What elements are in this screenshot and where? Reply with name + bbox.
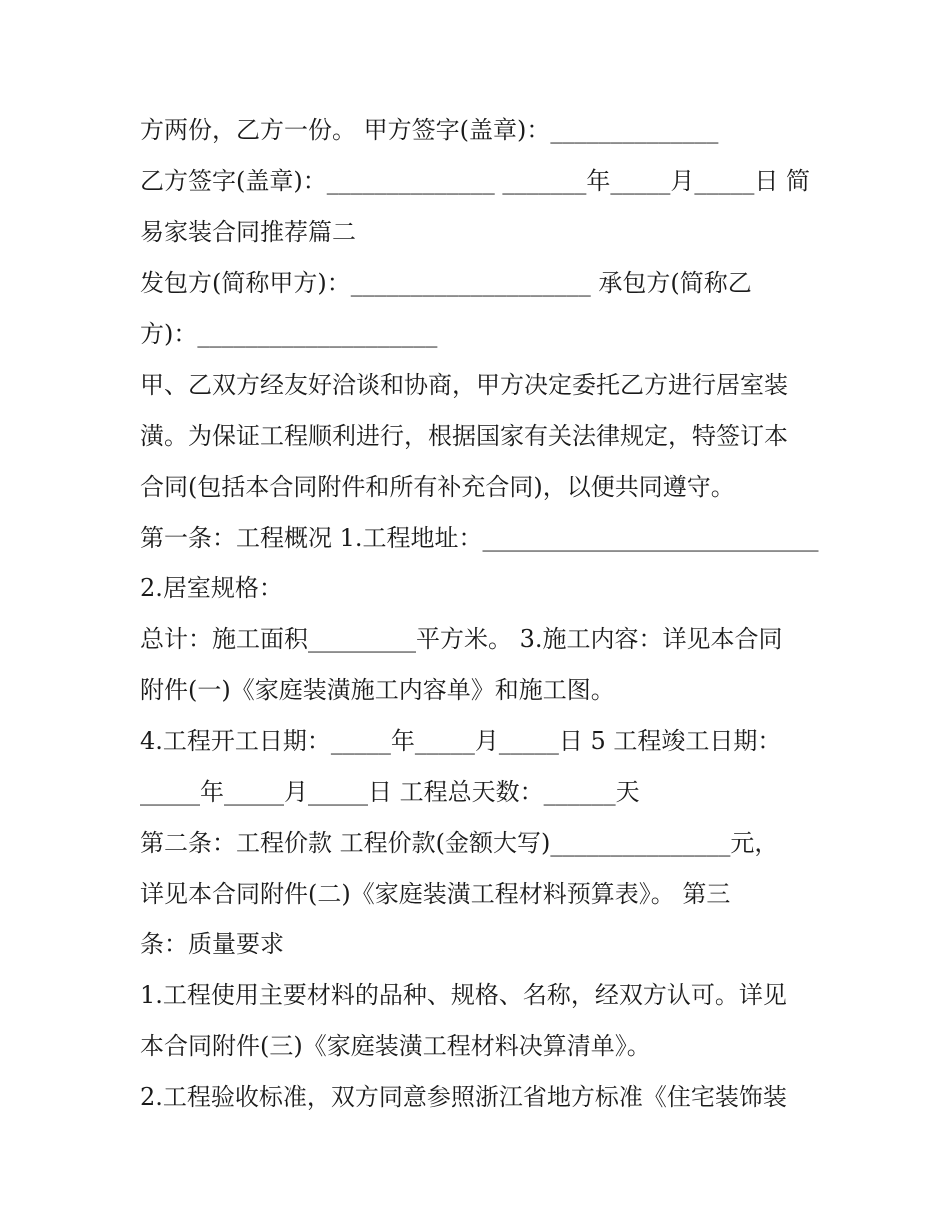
text-line: 第一条：工程概况 1.工程地址：____________________________ [140, 524, 819, 552]
text-line: 1.工程使用主要材料的品种、规格、名称，经双方认可。详见 [140, 981, 787, 1009]
text-line: 发包方(简称甲方)：____________________ 承包方(简称乙 [140, 269, 752, 297]
text-line: 甲、乙双方经友好洽谈和协商，甲方决定委托乙方进行居室装 [140, 371, 788, 399]
text-line: 详见本合同附件(二)《家庭装潢工程材料预算表》。 第三 [140, 880, 731, 908]
text-line: 总计：施工面积_________平方米。 3.施工内容：详见本合同 [140, 625, 783, 653]
text-line: 本合同附件(三)《家庭装潢工程材料决算清单》。 [140, 1032, 651, 1060]
text-line: 4.工程开工日期：_____年_____月_____日 5 工程竣工日期： [140, 727, 782, 755]
text-line: 第二条：工程价款 工程价款(金额大写)_______________元， [140, 829, 779, 857]
text-line: 合同(包括本合同附件和所有补充合同)，以便共同遵守。 [140, 473, 735, 501]
text-line: 附件(一)《家庭装潢施工内容单》和施工图。 [140, 676, 615, 704]
text-line: 方两份，乙方一份。 甲方签字(盖章)：______________ [140, 116, 719, 144]
text-line: 条：质量要求 [140, 930, 284, 958]
text-line: _____年_____月_____日 工程总天数：______天 [140, 778, 640, 806]
text-line: 方)：____________________ [140, 320, 438, 348]
text-line: 2.工程验收标准，双方同意参照浙江省地方标准《住宅装饰装 [140, 1083, 787, 1111]
text-line: 潢。为保证工程顺利进行，根据国家有关法律规定，特签订本 [140, 422, 788, 450]
text-line: 易家装合同推荐篇二 [140, 218, 356, 246]
text-line: 2.居室规格： [140, 574, 283, 602]
text-line: 乙方签字(盖章)：______________ _______年_____月_____日 简 [140, 167, 810, 195]
